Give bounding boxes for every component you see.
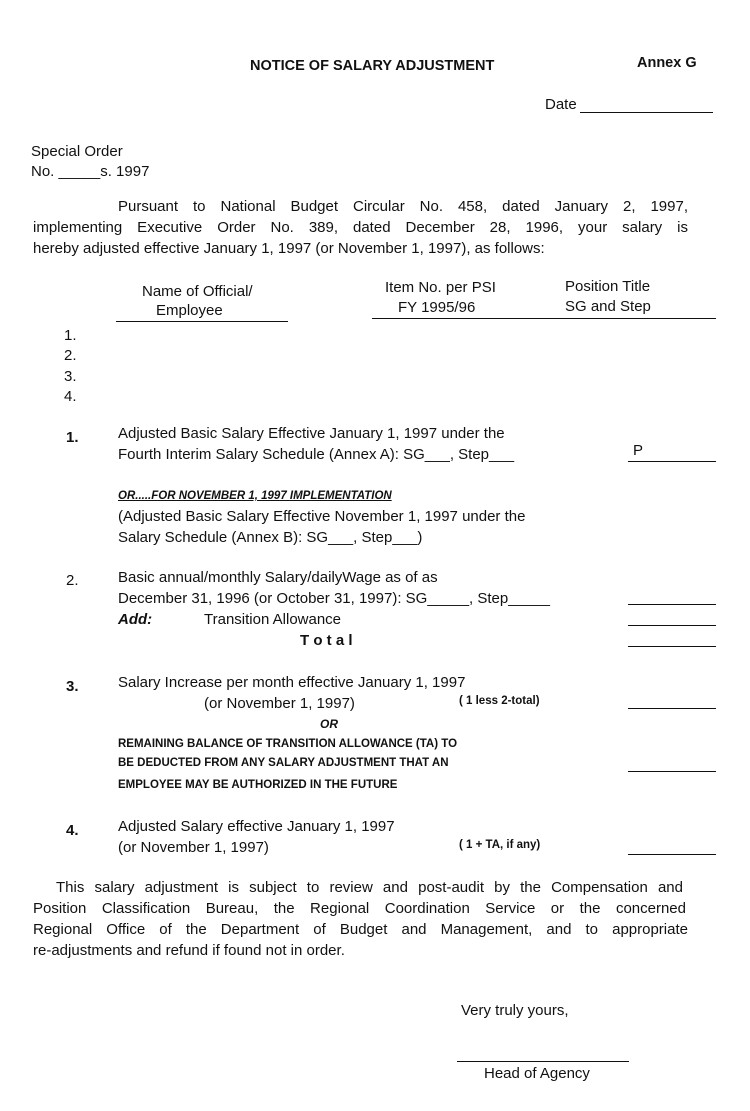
- date-label: Date: [545, 96, 577, 113]
- item-3-caps-line-1: REMAINING BALANCE OF TRANSITION ALLOWANCE (TA) TO: [118, 738, 458, 750]
- item-1-number: 1.: [66, 429, 79, 446]
- item-4-number: 4.: [66, 822, 79, 839]
- col-header-name-2: Employee: [156, 302, 223, 319]
- item-3-ta-amount-line[interactable]: [628, 771, 716, 772]
- item-3-note: ( 1 less 2-total): [459, 695, 540, 707]
- document-title: NOTICE OF SALARY ADJUSTMENT: [250, 58, 495, 74]
- item-4-line-1: Adjusted Salary effective January 1, 1997: [118, 818, 395, 835]
- col-header-position-1: Position Title: [565, 278, 651, 295]
- item-1-alt-line-1: (Adjusted Basic Salary Effective November 1, 1997 under the: [118, 508, 526, 525]
- item-2-number: 2.: [66, 572, 79, 589]
- list-item: 3.: [64, 368, 77, 385]
- list-item: 4.: [64, 388, 77, 405]
- item-1-alt-heading: OR.....FOR NOVEMBER 1, 1997 IMPLEMENTATION: [118, 490, 392, 502]
- item-2-total-amount-line[interactable]: [628, 646, 716, 647]
- item-3-caps-line-3: EMPLOYEE MAY BE AUTHORIZED IN THE FUTURE: [118, 779, 398, 791]
- item-1-line-2: Fourth Interim Salary Schedule (Annex A): SG___, Step___: [118, 446, 515, 463]
- signatory-title: Head of Agency: [484, 1065, 590, 1082]
- col-header-position-2: SG and Step: [565, 298, 651, 315]
- valediction: Very truly yours,: [461, 1002, 569, 1019]
- item-2-transition-amount-line[interactable]: [628, 625, 716, 626]
- item-2-line-2: December 31, 1996 (or October 31, 1997): SG_____, Step_____: [118, 590, 550, 607]
- intro-line-3: hereby adjusted effective January 1, 1997 (or November 1, 1997), as follows:: [33, 240, 545, 257]
- list-item: 2.: [64, 347, 77, 364]
- list-item: 1.: [64, 327, 77, 344]
- item-2-transition-label: Transition Allowance: [204, 611, 342, 628]
- closing-line-4: re-adjustments and refund if found not in order.: [33, 942, 345, 959]
- col-name-underline: [116, 321, 288, 322]
- item-4-note: ( 1 + TA, if any): [459, 839, 541, 851]
- col-header-item-1: Item No. per PSI: [385, 279, 496, 296]
- item-3-caps-line-2: BE DEDUCTED FROM ANY SALARY ADJUSTMENT THAT AN: [118, 757, 449, 769]
- item-4-amount-line[interactable]: [628, 854, 716, 855]
- item-1-alt-line-2: Salary Schedule (Annex B): SG___, Step___): [118, 529, 423, 546]
- item-1-amount-line[interactable]: [628, 461, 716, 462]
- signature-line[interactable]: [457, 1061, 629, 1062]
- item-4-line-2: (or November 1, 1997): [118, 839, 269, 856]
- col-header-name-1: Name of Official/: [142, 283, 253, 300]
- special-order-number: No. _____s. 1997: [31, 163, 150, 180]
- item-1-peso-sign: P: [633, 442, 644, 459]
- col-item-position-underline: [372, 318, 716, 319]
- item-2-basic-amount-line[interactable]: [628, 604, 716, 605]
- item-3-amount-line[interactable]: [628, 708, 716, 709]
- item-3-number: 3.: [66, 678, 79, 695]
- annex-label: Annex G: [637, 55, 697, 71]
- item-3-line-2: (or November 1, 1997): [204, 695, 355, 712]
- closing-line-2: Position Classification Bureau, the Regional Coordination Service or the concerned: [33, 900, 686, 917]
- closing-line-3: Regional Office of the Department of Budget and Management, and to appropriate: [33, 921, 688, 938]
- date-field-line[interactable]: [580, 112, 713, 113]
- item-2-total-label: T o t a l: [300, 632, 353, 649]
- intro-line-1: Pursuant to National Budget Circular No. 458, dated January 2, 1997,: [118, 198, 688, 215]
- intro-line-2: implementing Executive Order No. 389, dated December 28, 1996, your salary is: [33, 219, 688, 236]
- closing-line-1: This salary adjustment is subject to review and post-audit by the Compensation and: [56, 879, 683, 896]
- col-header-item-2: FY 1995/96: [398, 299, 476, 316]
- item-2-add-label: Add:: [118, 611, 153, 628]
- item-1-line-1: Adjusted Basic Salary Effective January 1, 1997 under the: [118, 425, 505, 442]
- item-3-or: OR: [320, 717, 338, 731]
- item-3-line-1: Salary Increase per month effective January 1, 1997: [118, 674, 466, 691]
- item-2-line-1: Basic annual/monthly Salary/dailyWage as of as: [118, 569, 438, 586]
- special-order-label: Special Order: [31, 143, 123, 160]
